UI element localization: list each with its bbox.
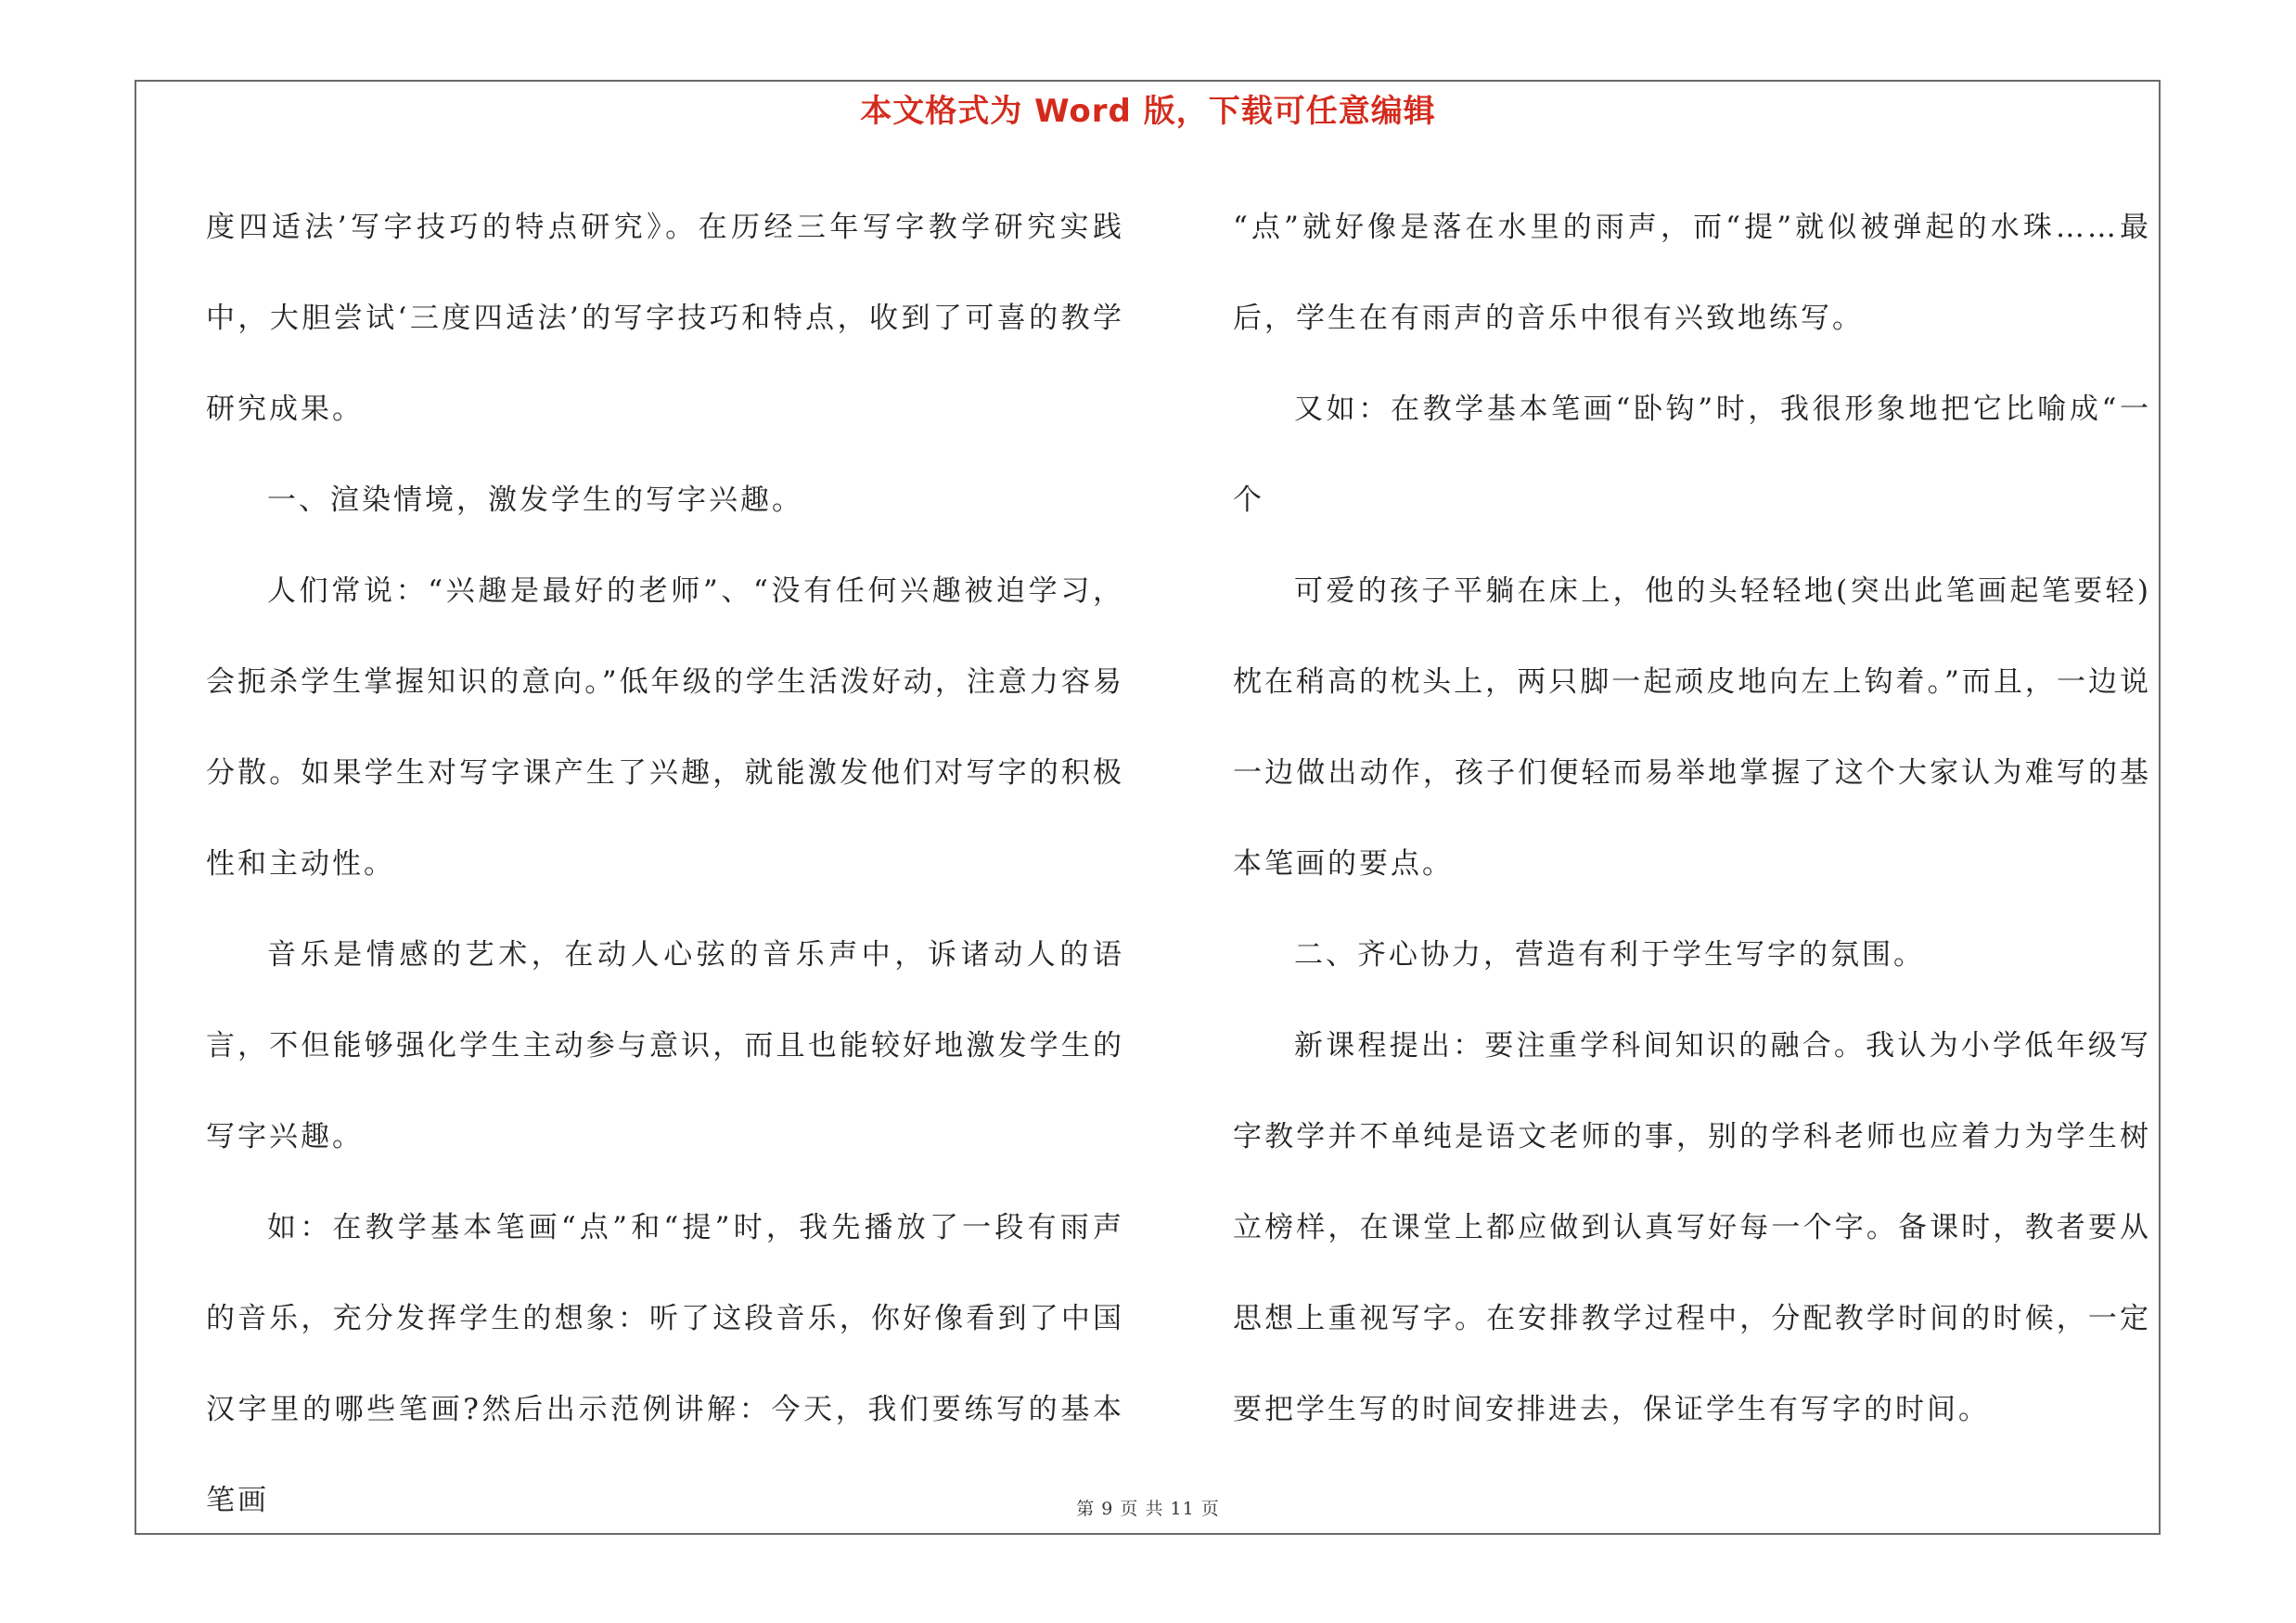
left-text-column	[206, 182, 1124, 1546]
paragraph: 又如：在教学基本笔画“卧钩”时，我很形象地把它比喻成“一个	[1233, 393, 2151, 517]
paragraph: “点”就好像是落在水里的雨声，而“提”就似被弹起的水珠……最后，学生在有雨声的音乐中很有兴致地练写。	[1233, 211, 2151, 335]
paragraph: 新课程提出：要注重学科间知识的融合。我认为小学低年级写字教学并不单纯是语文老师的事，别的学科老师也应着力为学生树立榜样，在课堂上都应做到认真写好每一个字。备课时，教者要从思想上重视写字。在安排教学过程中，分配教学时间的时候，一定要把学生写的时间安排进去，保证学生有写字的时间。	[1233, 1029, 2151, 1426]
paragraph: 可爱的孩子平躺在床上，他的头轻轻地(突出此笔画起笔要轻)枕在稍高的枕头上，两只脚一起顽皮地向左上钩着。”而且，一边说一边做出动作，孩子们便轻而易举地掌握了这个大家认为难写的基本笔画的要点。	[1233, 574, 2151, 881]
document-banner: 本文格式为 Word 版，下载可任意编辑	[860, 93, 1436, 130]
paragraph: 人们常说：“兴趣是最好的老师”、“没有任何兴趣被迫学习，会扼杀学生掌握知识的意向。”低年级的学生活泼好动，注意力容易分散。如果学生对写字课产生了兴趣，就能激发他们对写字的积极性和主动性。	[206, 574, 1124, 881]
section-heading: 二、齐心协力，营造有利于学生写字的氛围。	[1294, 938, 1925, 972]
paragraph: 音乐是情感的艺术，在动人心弦的音乐声中，诉诸动人的语言，不但能够强化学生主动参与意识，而且也能较好地激发学生的写字兴趣。	[206, 938, 1124, 1153]
paragraph: 如：在教学基本笔画“点”和“提”时，我先播放了一段有雨声的音乐，充分发挥学生的想象：听了这段音乐，你好像看到了中国汉字里的哪些笔画?然后出示范例讲解：今天，我们要练写的基本笔画	[206, 1211, 1124, 1517]
right-text-column	[1233, 182, 2151, 1455]
section-heading: 一、渲染情境，激发学生的写字兴趣。	[267, 483, 803, 517]
paragraph: 度四适法’写字技巧的特点研究》。在历经三年写字教学研究实践中，大胆尝试‘三度四适法’的写字技巧和特点，收到了可喜的教学研究成果。	[206, 211, 1124, 426]
page-number-footer: 第 9 页 共 11 页	[1076, 1499, 1220, 1519]
